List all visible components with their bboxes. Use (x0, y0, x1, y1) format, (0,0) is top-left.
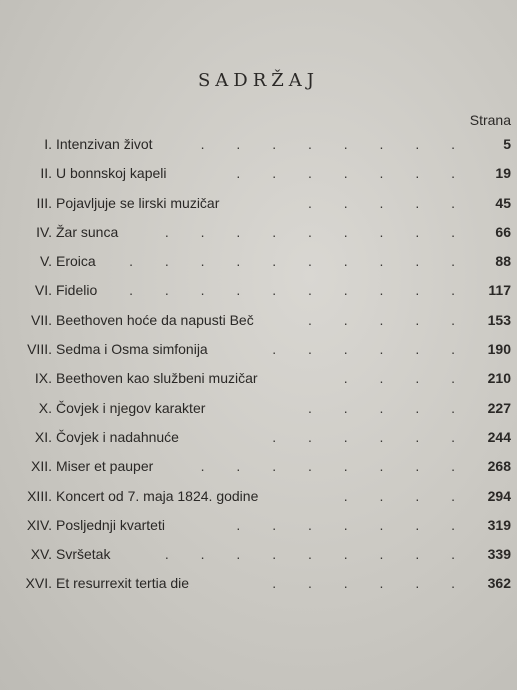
toc-entry-title: Miser et pauper (56, 458, 154, 475)
toc-entry (0, 335, 517, 364)
toc-entry (0, 189, 517, 218)
toc-entry-leader-dots: . . . . . (307, 311, 469, 328)
toc-entry (0, 306, 517, 335)
toc-entry-title: Pojavljuje se lirski muzičar (56, 194, 220, 211)
toc-entry-number: V. (40, 253, 52, 270)
toc-entry-page-number: 227 (487, 399, 511, 416)
toc-entry-page-number: 190 (487, 341, 511, 358)
toc-entry-leader-dots: . . . . . . . . (200, 136, 469, 152)
toc-entry (0, 247, 517, 276)
toc-entry-title: Koncert od 7. maja 1824. godine (56, 487, 259, 504)
toc-entry-number: XVI. (25, 575, 52, 592)
toc-entry-number: XV. (30, 546, 52, 563)
toc-entry-leader-dots: . . . . (343, 487, 469, 504)
toc-entry (0, 276, 517, 305)
toc-entry-leader-dots: . . . . . . (272, 428, 469, 445)
toc-entry-title: Čovjek i nadahnuće (56, 428, 179, 445)
toc-entry-page-number: 88 (495, 253, 511, 270)
toc-entry-leader-dots: . . . . . . . (236, 516, 469, 533)
toc-entry-leader-dots: . . . . . . . . . . (129, 253, 469, 270)
toc-entry-number: X. (38, 399, 52, 416)
toc-entry-title: Posljednji kvarteti (56, 516, 165, 533)
toc-entry-leader-dots: . . . . (343, 370, 469, 387)
toc-entry-title: Intenzivan život (56, 136, 153, 152)
toc-entry (0, 130, 517, 159)
toc-entry-number: IX. (34, 370, 52, 387)
toc-entry-number: XIV. (26, 516, 52, 533)
toc-entry-number: VI. (34, 282, 52, 299)
toc-entry-title: Et resurrexit tertia die (56, 575, 190, 592)
toc-entry-title: Svršetak (56, 546, 111, 563)
toc-entry (0, 364, 517, 393)
toc-entry-number: VIII. (27, 341, 52, 358)
toc-entry-leader-dots: . . . . . (307, 194, 469, 211)
toc-entry-title: Žar sunca (56, 223, 119, 240)
page-title: SADRŽAJ (197, 70, 320, 91)
toc-entry-number: VII. (30, 311, 52, 328)
toc-entry-title: Fidelio (56, 282, 98, 299)
toc-entry-number: I. (44, 136, 52, 152)
toc-entry-title: Eroica (56, 253, 96, 270)
toc-entry-page-number: 153 (487, 311, 511, 328)
toc-entry-leader-dots: . . . . . . . . (200, 458, 469, 475)
toc-entry (0, 540, 517, 569)
toc-entry-title: Beethoven kao službeni muzičar (56, 370, 258, 387)
toc-entry (0, 569, 517, 598)
toc-entry-leader-dots: . . . . . . . . . (164, 223, 469, 240)
toc-entry-page-number: 117 (488, 282, 511, 299)
toc-entry-page-number: 244 (487, 428, 511, 445)
toc-entry (0, 482, 517, 511)
toc-entry-page-number: 319 (487, 516, 511, 533)
toc-entry-number: II. (40, 165, 52, 182)
toc-entry-page-number: 294 (487, 487, 511, 504)
toc-entry-number: XI. (34, 428, 52, 445)
toc-entry-page-number: 45 (495, 194, 511, 211)
toc-entry-page-number: 19 (495, 165, 511, 182)
toc-entry-page-number: 339 (487, 546, 511, 563)
toc-entry-leader-dots: . . . . . . (272, 575, 469, 592)
toc-entry-page-number: 5 (503, 136, 511, 152)
toc-entry (0, 218, 517, 247)
toc-entry-page-number: 66 (495, 223, 511, 240)
toc-entry (0, 394, 517, 423)
toc-entry-page-number: 210 (487, 370, 511, 387)
toc-entry-leader-dots: . . . . . . . (236, 165, 469, 182)
toc-entry-leader-dots: . . . . . . (272, 341, 469, 358)
toc-entry-number: XIII. (27, 487, 52, 504)
toc-entry-page-number: 362 (487, 575, 511, 592)
table-of-contents (0, 130, 517, 599)
toc-entry (0, 452, 517, 481)
toc-entry (0, 511, 517, 540)
toc-entry-page-number: 268 (487, 458, 511, 475)
toc-entry-number: III. (36, 194, 52, 211)
toc-entry-leader-dots: . . . . . . . . . . (129, 282, 469, 299)
page-column-header: Strana (469, 112, 511, 128)
toc-entry-title: Beethoven hoće da napusti Beč (56, 311, 254, 328)
toc-entry-leader-dots: . . . . . (307, 399, 469, 416)
toc-entry-title: U bonnskoj kapeli (56, 165, 167, 182)
toc-entry-title: Čovjek i njegov karakter (56, 399, 206, 416)
toc-entry-title: Sedma i Osma simfonija (56, 341, 208, 358)
toc-entry (0, 423, 517, 452)
toc-entry-number: XII. (30, 458, 52, 475)
toc-entry-number: IV. (36, 223, 52, 240)
toc-entry-leader-dots: . . . . . . . . . (164, 546, 469, 563)
toc-entry (0, 159, 517, 188)
